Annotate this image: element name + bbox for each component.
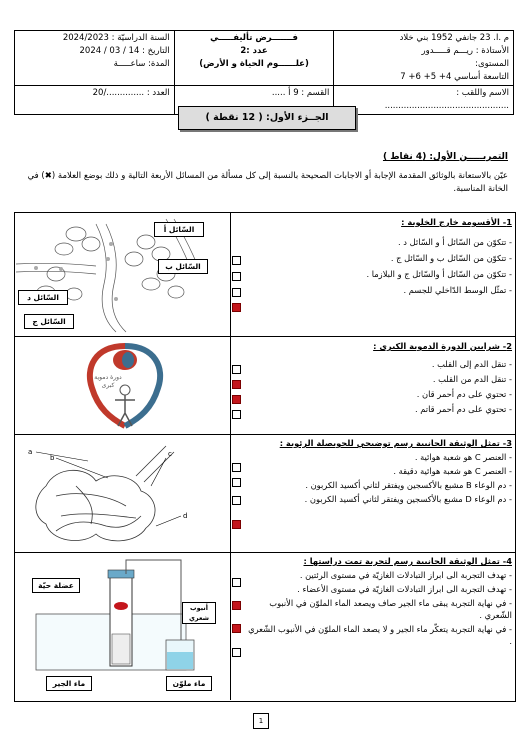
answer-checkbox[interactable] [232,496,241,505]
answer-checkbox[interactable] [232,648,241,657]
exercise-title: التمريـــــن الأول: (4 نقاط ) [382,152,508,162]
school-name: م .ا. 23 جانفي 1952 بني خلاد [399,33,509,43]
label-colored-water: ماء ملوّن [166,676,212,691]
class-level: التاسعة أساسي 4+ 5+ 6+ 7 [400,72,509,82]
label-b: b [50,454,55,462]
label-liquid-d: السّائل د [18,290,68,305]
question-1-title: 1- الأقسومة خارج الخلوية : [401,217,512,227]
q2-option-4: - تحتوي على دم أحمر قاتم . [415,404,512,414]
part-title-box [178,106,356,130]
q3-option-1: - العنصر C هو شعبة هوائية . [414,452,512,462]
row-divider-1 [14,336,515,337]
name-cell[interactable] [334,86,514,115]
label-capillary-tube: أنبوب شعري [182,602,216,624]
level-label: المستوى: [475,59,509,69]
q1-option-4: - تمثّل الوسط الدّاخلي للجسم . [403,285,512,295]
q2-option-1: - تنقل الدم إلى القلب . [431,359,512,369]
answer-checkbox[interactable] [232,601,241,610]
section-field[interactable]: القسم : 9 أ ..... [271,88,330,98]
answer-checkbox[interactable] [232,463,241,472]
answer-checkbox[interactable] [232,380,241,389]
q3-option-3: - دم الوعاء B مشبع بالأكسجين ويفتقر لثاني أكسيد الكربون . [305,480,512,490]
label-d: d [183,512,188,520]
exam-header [14,30,514,115]
school-info-cell [334,31,514,86]
q4-figure [16,554,228,698]
question-3 [244,437,512,505]
question-3-title: 3- تمثل الوثيقة الجانبية رسم توضيحي للحويصلة الرئوية : [279,438,512,448]
question-4-title: 4- تمثل الوثيقة الجانبية رسم لتجربة تمت دراستها : [303,556,512,566]
student-name-field[interactable]: الاسم واللقب : .............................................. [384,88,509,111]
school-year: السنة الدراسيّة : 2024/2023 [62,33,170,43]
q1-option-3: - تتكوّن من السّائل أ والسّائل ج و البلازما . [366,269,512,279]
answer-checkbox[interactable] [232,272,241,281]
part-title: الجــزء الأول: ( 12 نقطة ) [205,112,329,123]
answer-checkbox[interactable] [232,578,241,587]
exam-number: عدد :2 [240,46,268,56]
q4-option-4: - في نهاية التجربة يتعكّر ماء الجير و لا يصعد الماء الملوّن في الأنبوب الشّعري . [248,624,512,646]
alveolus-diagram [16,436,228,550]
question-2-title: 2- شرايين الدورة الدموية الكبرى : [373,341,512,351]
grade-field: العدد : ............../20 [92,88,170,98]
answer-checkbox[interactable] [232,288,241,297]
row-divider-3 [14,552,515,553]
teacher-name: الأستاذة : ريـــم قـــــدور [421,46,509,56]
answer-checkbox[interactable] [232,395,241,404]
label-liquid-a: السّائل أ [154,222,204,237]
exam-title: فـــــــرض تأليفـــــي [210,33,298,43]
q3-figure [16,436,228,550]
answer-checkbox[interactable] [232,303,241,312]
column-divider [230,212,231,700]
answer-checkbox[interactable] [232,624,241,633]
date-cell [15,31,175,86]
q1-option-1: - تتكوّن من السّائل أ و السّائل د . [398,237,512,247]
label-muscle: عضلة حيّة [32,578,80,593]
exam-title-cell [174,31,334,86]
page-number: 1 [253,713,269,729]
answer-checkbox[interactable] [232,520,241,529]
question-1 [244,216,512,296]
q3-option-2: - العنصر C هو شعبة هوائية دقيقة . [393,466,512,476]
label-liquid-b: السّائل ب [158,259,208,274]
q3-option-4: - دم الوعاء D مشبع بالأكسجين ويفتقر لثاني أكسيد الكربون . [304,494,512,504]
exam-subject: (علــــــوم الحياة و الأرض) [199,59,309,69]
answer-checkbox[interactable] [232,365,241,374]
q1-figure [16,214,228,334]
label-limewater: ماء الجير [46,676,92,691]
label-liquid-c: السّائل ج [24,314,74,329]
q4-option-1: - تهدف التجربة الى ابراز التبادلات الغازيّة في مستوى الرئتين . [299,570,512,580]
q2-option-3: - تحتوي على دم أحمر قان . [416,389,512,399]
answer-checkbox[interactable] [232,410,241,419]
q1-option-2: - تتكوّن من السّائل ب و السّائل ج . [390,253,512,263]
answer-checkbox[interactable] [232,478,241,487]
q4-option-3: - في نهاية التجربة يبقى ماء الجير صاف ويصعد الماء الملوّن في الأنبوب الشّعري . [269,598,512,620]
q2-figure [70,338,180,432]
exam-duration: المدة: ساعـــــة [113,59,170,69]
label-c: c [168,450,172,458]
answer-checkbox[interactable] [232,256,241,265]
question-2 [244,340,512,415]
q4-option-2: - تهدف التجربة الى ابراز التبادلات الغازيّة في مستوى الأعضاء . [297,584,512,594]
grade-cell [15,86,175,115]
circulation-label: دورة دموية كبرى [94,374,122,389]
row-divider-2 [14,434,515,435]
question-4 [244,555,512,647]
instructions-text: عيّن بالاستعانة بالوثائق المقدمة الإجابة أو الاجابات الصحيحة بالنسبة إلى كل مسألة من المسائل الأربعة التالية و ذلك بوضع العلامة (✖) في الخانة المناسبة. [27,171,508,194]
label-a: a [28,448,33,456]
exam-date: التاريخ : 14 / 03 / 2024 [79,46,170,56]
q2-option-2: - تنقل الدم من القلب . [432,374,512,384]
